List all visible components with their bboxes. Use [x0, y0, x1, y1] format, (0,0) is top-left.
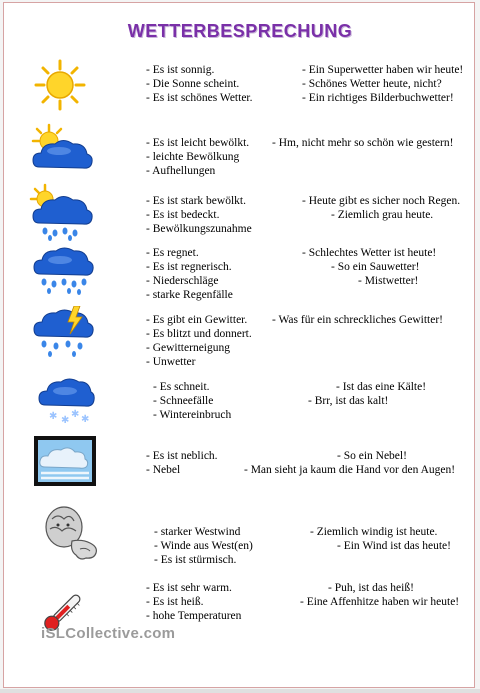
rain-cloud-icon — [32, 246, 94, 298]
phrase-right: - Schlechtes Wetter ist heute! — [302, 247, 437, 259]
phrase-left: - Es ist neblich. — [146, 450, 218, 462]
phrase-right: - Ziemlich windig ist heute. — [310, 526, 438, 538]
thunderstorm-icon — [32, 306, 94, 360]
phrase-right: - Ziemlich grau heute. — [331, 209, 434, 221]
phrase-left: - Es gibt ein Gewitter. — [146, 314, 248, 326]
phrase-right: - Ein richtiges Bilderbuchwetter! — [302, 92, 454, 104]
phrase-left: - Unwetter — [146, 356, 196, 368]
phrase-right: - So ein Sauwetter! — [331, 261, 420, 273]
phrase-left: - starker Westwind — [154, 526, 241, 538]
phrase-right: - Man sieht ja kaum die Hand vor den Augen! — [244, 464, 456, 476]
phrase-left: - Nebel — [146, 464, 181, 476]
phrase-right: - Ist das eine Kälte! — [336, 381, 427, 393]
phrase-left: - Winde aus West(en) — [154, 540, 253, 552]
phrase-left: - Es ist leicht bewölkt. — [146, 137, 250, 149]
phrase-left: - Die Sonne scheint. — [146, 78, 240, 90]
phrase-right: - Ein Wind ist das heute! — [337, 540, 451, 552]
phrase-left: - Es schneit. — [153, 381, 210, 393]
phrase-left: - hohe Temperaturen — [146, 610, 242, 622]
phrase-right: - Brr, ist das kalt! — [308, 395, 389, 407]
phrase-right: - Puh, ist das heiß! — [328, 582, 414, 594]
phrase-left: - Es ist stürmisch. — [154, 554, 237, 566]
brand-watermark: iSLCollective.com — [41, 625, 176, 642]
phrase-right: - So ein Nebel! — [337, 450, 407, 462]
page-bottom-bar — [0, 689, 480, 693]
svg-text:✱: ✱ — [81, 414, 90, 425]
phrase-left: - Es ist stark bewölkt. — [146, 195, 246, 207]
phrase-right: - Heute gibt es sicher noch Regen. — [302, 195, 461, 207]
phrase-left: - Gewitterneigung — [146, 342, 230, 354]
phrase-left: - Es ist heiß. — [146, 596, 204, 608]
phrase-right: - Was für ein schreckliches Gewitter! — [272, 314, 443, 326]
phrase-right: - Ein Superwetter haben wir heute! — [302, 64, 464, 76]
phrase-left: - Niederschläge — [146, 275, 219, 287]
fog-icon — [33, 435, 97, 487]
phrase-left: - starke Regenfälle — [146, 289, 233, 301]
phrase-right: - Schönes Wetter heute, nicht? — [302, 78, 442, 90]
phrase-left: - Es ist regnerisch. — [146, 261, 232, 273]
phrase-left: - Es ist bedeckt. — [146, 209, 220, 221]
phrase-right: - Mistwetter! — [358, 275, 419, 287]
phrase-left: - leichte Bewölkung — [146, 151, 240, 163]
snow-cloud-icon — [37, 375, 95, 425]
phrase-left: - Aufhellungen — [146, 165, 216, 177]
phrase-left: - Wintereinbruch — [153, 409, 232, 421]
phrase-left: - Es blitzt und donnert. — [146, 328, 252, 340]
svg-text:✱: ✱ — [71, 409, 80, 420]
sun-icon — [32, 58, 88, 112]
phrase-left: - Es ist sonnig. — [146, 64, 215, 76]
wind-icon — [42, 503, 102, 565]
svg-text:✱: ✱ — [61, 415, 70, 425]
sun-behind-cloud-icon — [29, 123, 95, 175]
page-title: WETTERBESPRECHUNG — [127, 21, 353, 41]
worksheet-page — [3, 2, 475, 688]
phrase-right: - Eine Affenhitze haben wir heute! — [300, 596, 460, 608]
sun-rain-cloud-icon — [29, 183, 95, 241]
phrase-right: - Hm, nicht mehr so schön wie gestern! — [272, 137, 454, 149]
phrase-left: - Es regnet. — [146, 247, 199, 259]
phrase-left: - Bewölkungszunahme — [146, 223, 252, 235]
svg-text:✱: ✱ — [49, 411, 58, 422]
phrase-left: - Es ist sehr warm. — [146, 582, 232, 594]
phrase-left: - Schneefälle — [153, 395, 214, 407]
phrase-left: - Es ist schönes Wetter. — [146, 92, 253, 104]
